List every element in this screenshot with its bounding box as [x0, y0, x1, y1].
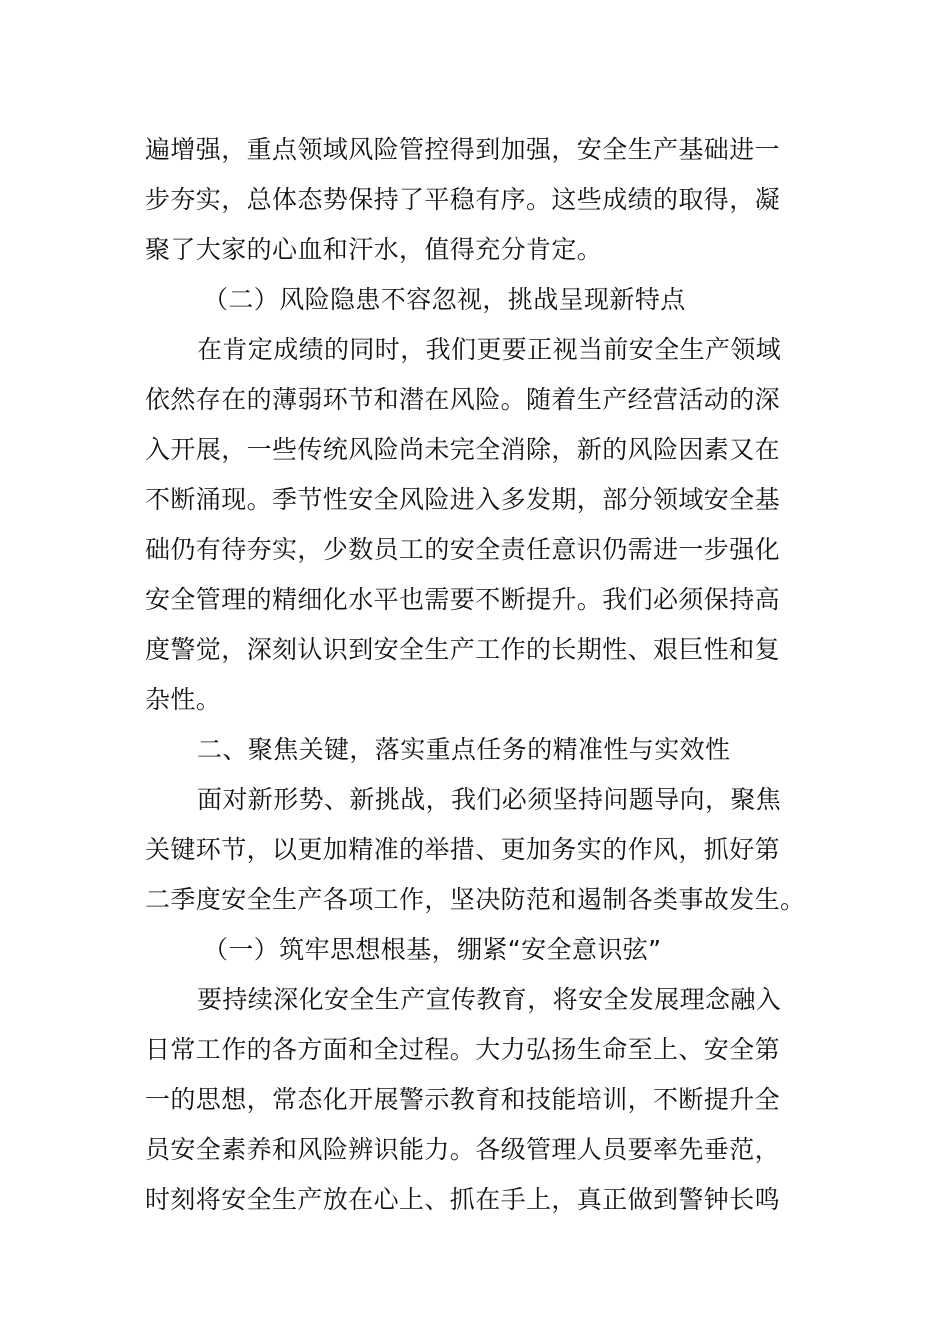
text-line: 一的思想，常态化开展警示教育和技能培训，不断提升全 — [145, 1085, 781, 1114]
text-line: 步夯实，总体态势保持了平稳有序。这些成绩的取得，凝 — [145, 185, 781, 214]
paragraph-first-line: 要持续深化安全生产宣传教育，将安全发展理念融入 — [197, 985, 782, 1014]
text-line: 安全管理的精细化水平也需要不断提升。我们必须保持高 — [145, 585, 781, 614]
text-line: 入开展，一些传统风险尚未完全消除，新的风险因素又在 — [145, 435, 781, 464]
text-line: 日常工作的各方面和全过程。大力弘扬生命至上、安全第 — [145, 1035, 781, 1064]
text-line: 聚了大家的心血和汗水，值得充分肯定。 — [145, 235, 603, 264]
document-body — [145, 125, 810, 1225]
paragraph-first-line: 在肯定成绩的同时，我们更要正视当前安全生产领域 — [197, 335, 782, 364]
section-heading: 二、聚焦关键，落实重点任务的精准性与实效性 — [197, 735, 731, 764]
text-line: 础仍有待夯实，少数员工的安全责任意识仍需进一步强化 — [145, 535, 781, 564]
section-heading: （一）筑牢思想根基，绷紧“安全意识弦” — [203, 935, 662, 964]
text-line: 度警觉，深刻认识到安全生产工作的长期性、艰巨性和复 — [145, 635, 781, 664]
text-line: 不断涌现。季节性安全风险进入多发期，部分领域安全基 — [145, 485, 781, 514]
paragraph-first-line: 面对新形势、新挑战，我们必须坚持问题导向，聚焦 — [197, 785, 782, 814]
section-heading: （二）风险隐患不容忽视，挑战呈现新特点 — [203, 285, 686, 314]
text-line: 二季度安全生产各项工作，坚决防范和遏制各类事故发生。 — [145, 885, 806, 914]
text-line: 员安全素养和风险辨识能力。各级管理人员要率先垂范， — [145, 1135, 781, 1164]
text-line: 关键环节，以更加精准的举措、更加务实的作风，抓好第 — [145, 835, 781, 864]
text-line: 遍增强，重点领域风险管控得到加强，安全生产基础进一 — [145, 135, 781, 164]
text-line: 杂性。 — [145, 685, 222, 714]
text-line: 时刻将安全生产放在心上、抓在手上，真正做到警钟长鸣 — [145, 1185, 781, 1214]
text-line: 依然存在的薄弱环节和潜在风险。随着生产经营活动的深 — [145, 385, 781, 414]
